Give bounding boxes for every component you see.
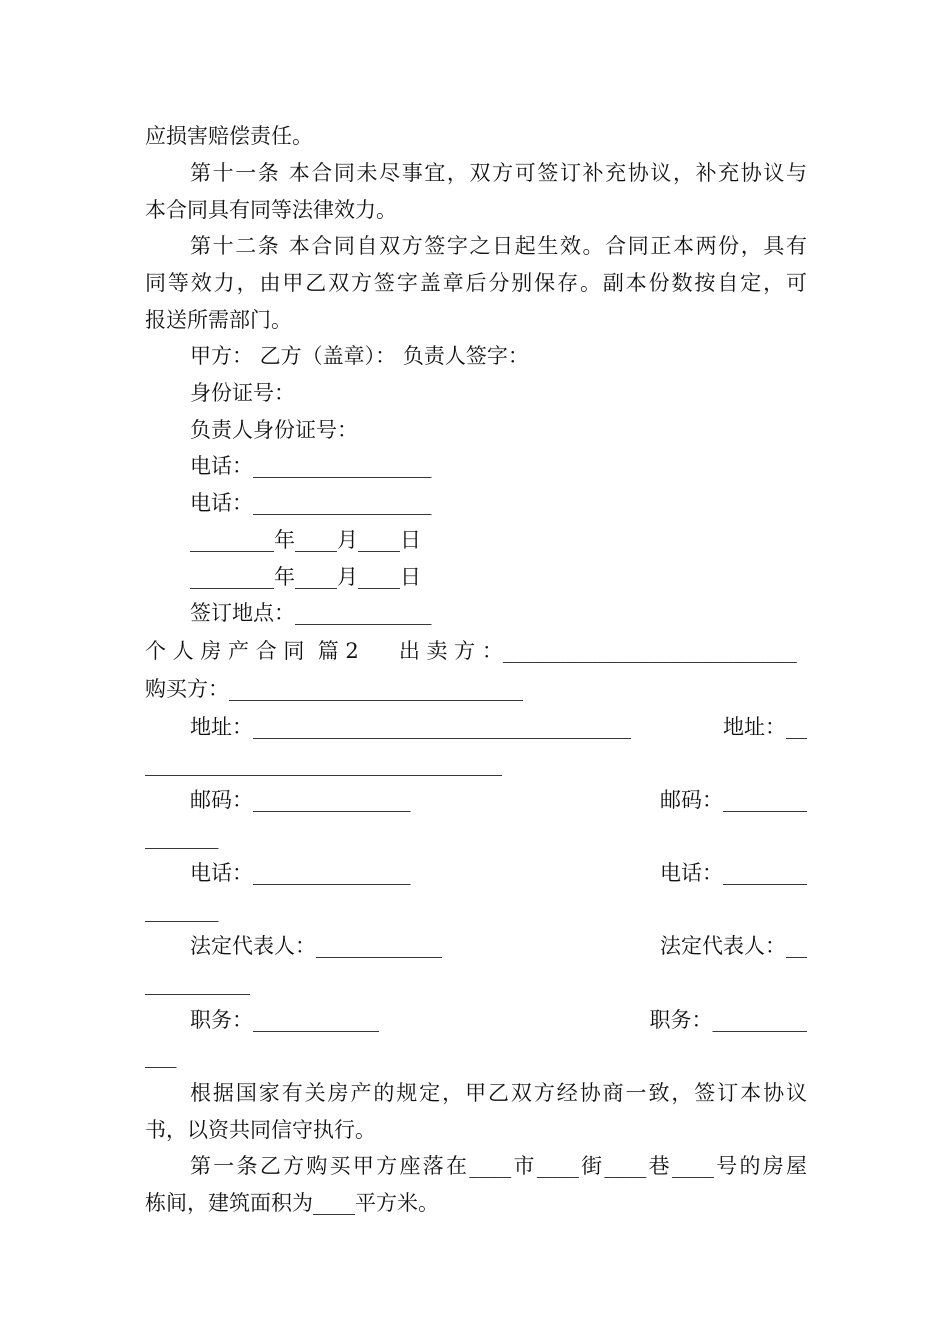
id-number-line: 身份证号： xyxy=(190,381,295,405)
phone-line: 电话：_________________ xyxy=(190,454,432,478)
buyer-line: 购买方：____________________________ xyxy=(145,677,523,701)
date-line: ________年____月____日 xyxy=(190,528,421,552)
postcode-left: 邮码：_______________ xyxy=(190,788,411,812)
date-line: ________年____月____日 xyxy=(190,565,421,589)
text-line: 报送所需部门。 xyxy=(145,308,292,332)
text-line: 栋间，建筑面积为____平方米。 xyxy=(145,1191,439,1215)
legal-rep-right: 法定代表人：__ xyxy=(660,934,807,958)
text-line: 第十二条 本合同自双方签字之日起生效。合同正本两份，具有 xyxy=(190,234,807,258)
text-line: 同等效力，由甲乙双方签字盖章后分别保存。副本份数按自定，可 xyxy=(145,271,807,295)
text-line: 书，以资共同信守执行。 xyxy=(145,1118,376,1142)
phone-left: 电话：_______________ xyxy=(190,861,411,885)
legal-rep-left: 法定代表人：____________ xyxy=(190,934,442,958)
text-line: 第十一条 本合同未尽事宜，双方可签订补充协议，补充协议与 xyxy=(190,161,807,185)
responsible-id-line: 负责人身份证号： xyxy=(190,418,358,442)
postcode-right: 邮码：________ xyxy=(660,788,807,812)
address-right: 地址：__ xyxy=(723,715,807,739)
text-line: 本合同具有同等法律效力。 xyxy=(145,198,397,222)
section-heading-seller-line: 个 人 房 产 合 同 篇 2 出 卖 方 ：____________________________ xyxy=(145,639,797,663)
underline-continuation: _______ xyxy=(145,825,219,849)
underline-continuation: _______ xyxy=(145,898,219,922)
underline-continuation: __________________________________ xyxy=(145,752,502,776)
address-left: 地址：____________________________________ xyxy=(190,715,631,739)
signature-parties-line: 甲方： 乙方（盖章）： 负责人签字： xyxy=(190,344,529,368)
phone-right: 电话：________ xyxy=(660,861,807,885)
position-right: 职务：_________ xyxy=(649,1008,807,1032)
phone-line: 电话：_________________ xyxy=(190,491,432,515)
underline-continuation: ___ xyxy=(145,1044,177,1068)
position-left: 职务：____________ xyxy=(190,1008,379,1032)
text-line: 根据国家有关房产的规定，甲乙双方经协商一致，签订本协议 xyxy=(190,1081,807,1105)
underline-continuation: __________ xyxy=(145,971,250,995)
text-line: 第一条乙方购买甲方座落在____市____街____巷____号的房屋 xyxy=(190,1154,807,1178)
text-line: 应损害赔偿责任。 xyxy=(145,124,313,148)
signing-place-line: 签订地点：_____________ xyxy=(190,601,432,625)
